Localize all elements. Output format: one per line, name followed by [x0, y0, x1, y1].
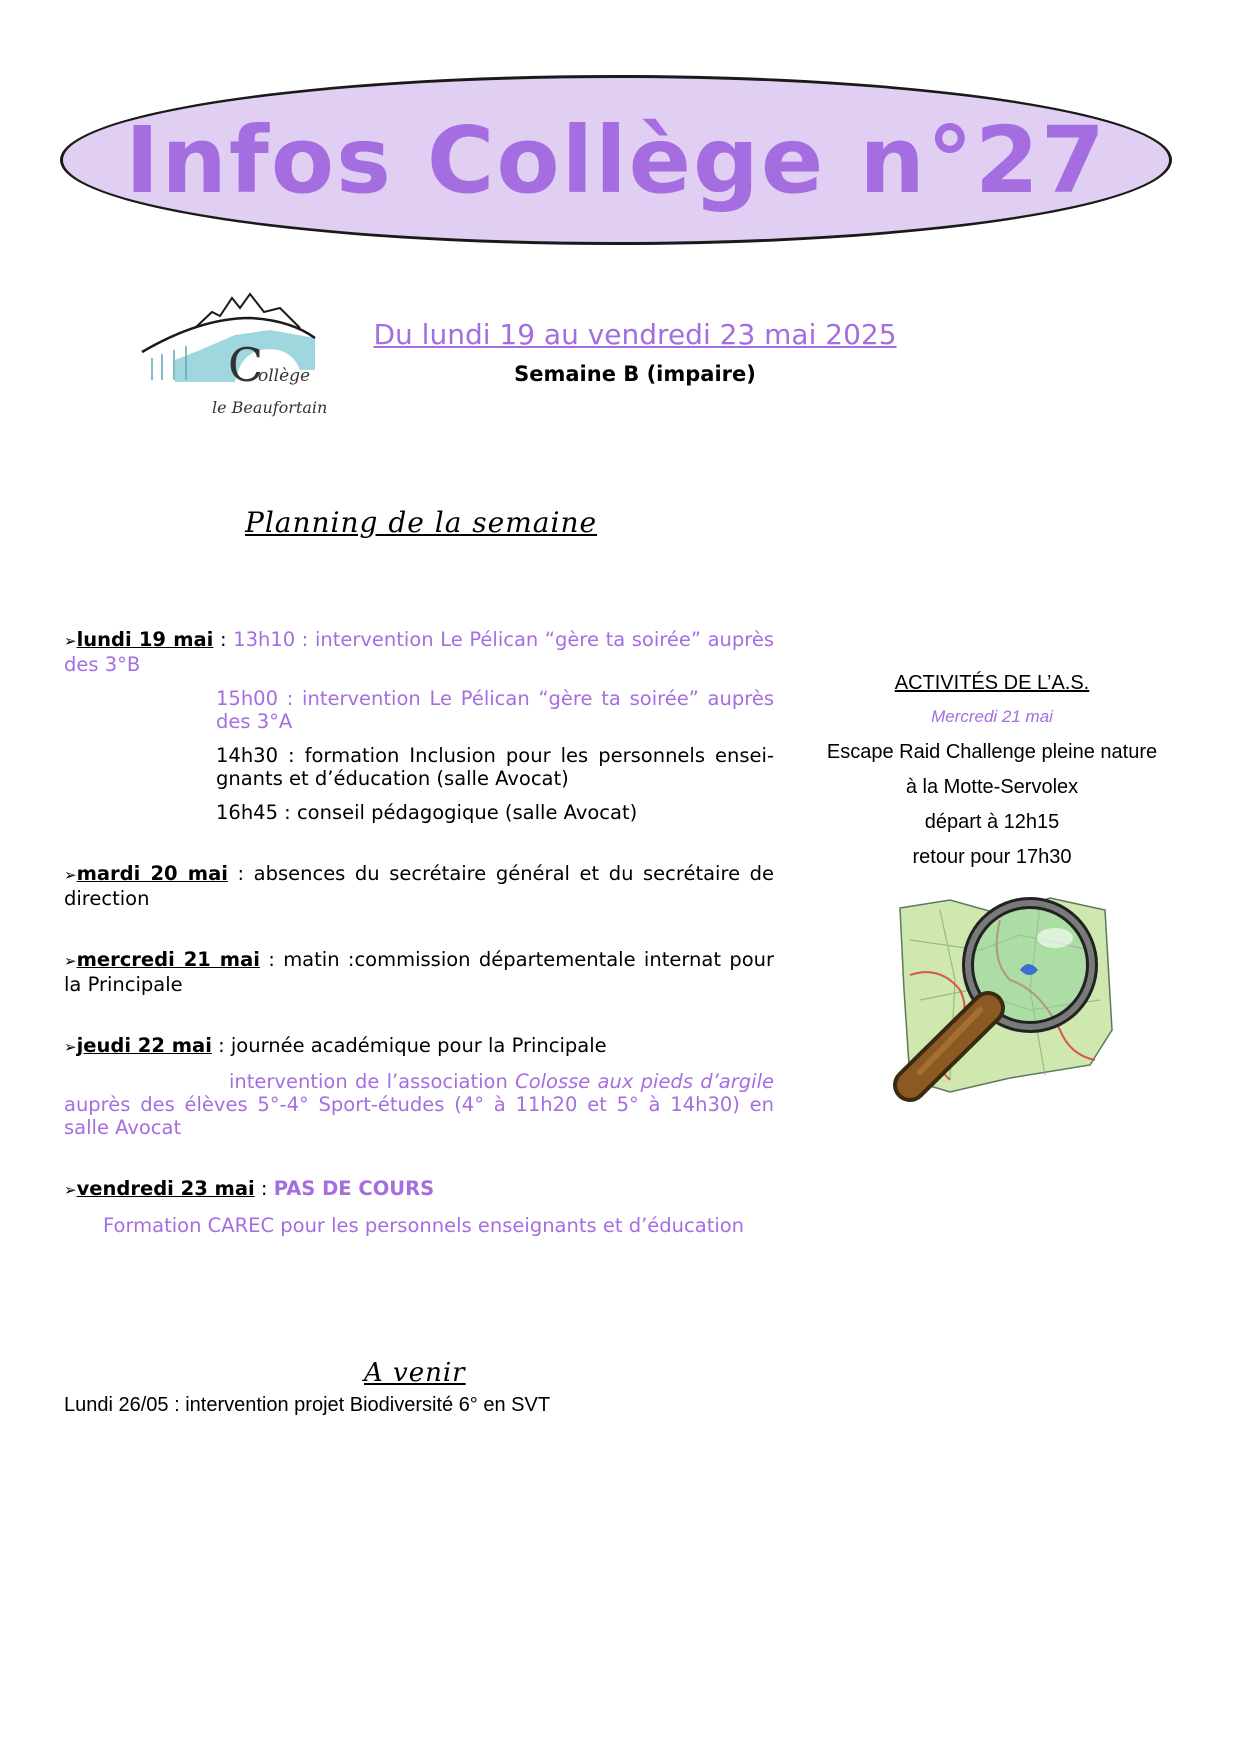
day-friday — [64, 1177, 774, 1237]
day-separator: : — [254, 1177, 274, 1200]
college-logo — [140, 290, 330, 430]
logo-initial: C — [228, 338, 264, 392]
activities-line: départ à 12h15 — [924, 811, 1060, 833]
event-text: PAS DE COURS — [273, 1177, 435, 1200]
event-text: intervention de l’association Colosse aux pieds d’argile auprès des élèves 5°-4° Sport-études (4° à 11h20 et 5° à 14h30) en salle Avocat — [64, 1070, 774, 1139]
title-banner — [60, 75, 1172, 245]
map-magnifier-icon — [880, 880, 1140, 1130]
day-separator: : — [211, 1034, 231, 1057]
day-label: mercredi 21 mai — [76, 948, 260, 971]
day-label: jeudi 22 mai — [76, 1034, 212, 1057]
weekly-schedule — [64, 628, 774, 1237]
day-thursday — [64, 1034, 774, 1139]
arrow-bullet-icon: ➢ — [64, 1181, 77, 1199]
activities-panel — [812, 672, 1172, 875]
day-monday — [64, 628, 774, 824]
day-separator: : — [259, 948, 284, 971]
event-text: 13h10 : intervention Le Pélican “gère ta soirée” auprès des 3°B — [64, 628, 775, 676]
day-label: vendredi 23 mai — [76, 1177, 255, 1200]
activities-line: à la Motte-Servolex — [905, 776, 1079, 798]
day-label: mardi 20 mai — [76, 862, 228, 885]
day-separator: : — [213, 628, 234, 651]
planning-title: Planning de la semaine — [245, 506, 598, 539]
week-dates: Du lundi 19 au vendredi 23 mai 2025 — [373, 318, 897, 351]
activities-line: retour pour 17h30 — [912, 846, 1072, 868]
event-text: 15h00 : intervention Le Pélican “gère ta soirée” auprès des 3°A — [216, 687, 774, 733]
upcoming-text: Lundi 26/05 : intervention projet Biodiversité 6° en SVT — [64, 1394, 551, 1416]
event-text: journée académique pour la Principale — [230, 1034, 607, 1057]
day-wednesday — [64, 948, 774, 996]
event-text: matin :commission départementale internat pour la Principale — [64, 948, 774, 996]
activities-date: Mercredi 21 mai — [931, 707, 1053, 726]
day-label: lundi 19 mai — [76, 628, 214, 651]
day-separator: : — [227, 862, 254, 885]
arrow-bullet-icon: ➢ — [64, 1038, 77, 1056]
event-text: 14h30 : formation Inclusion pour les personnels ensei-gnants et d’éducation (salle Avocat) — [216, 744, 774, 790]
event-text: Formation CAREC pour les personnels enseignants et d’éducation — [103, 1214, 745, 1237]
page-title: Infos Collège n°27 — [125, 106, 1107, 214]
event-text: 16h45 : conseil pédagogique (salle Avocat) — [216, 801, 638, 824]
day-tuesday — [64, 862, 774, 910]
association-name: Colosse aux pieds d’argile — [515, 1070, 774, 1093]
logo-name: le Beaufortain — [212, 398, 328, 417]
arrow-bullet-icon: ➢ — [64, 866, 77, 884]
activities-line: Escape Raid Challenge pleine nature — [826, 741, 1158, 763]
arrow-bullet-icon: ➢ — [64, 632, 77, 650]
logo-college-text: ollège — [258, 366, 311, 386]
event-text: absences du secrétaire général et du secrétaire de direction — [64, 862, 775, 910]
upcoming-title: A venir — [364, 1358, 466, 1388]
week-type: Semaine B (impaire) — [514, 362, 756, 386]
arrow-bullet-icon: ➢ — [64, 952, 77, 970]
activities-title: ACTIVITÉS DE L’A.S. — [894, 672, 1090, 694]
